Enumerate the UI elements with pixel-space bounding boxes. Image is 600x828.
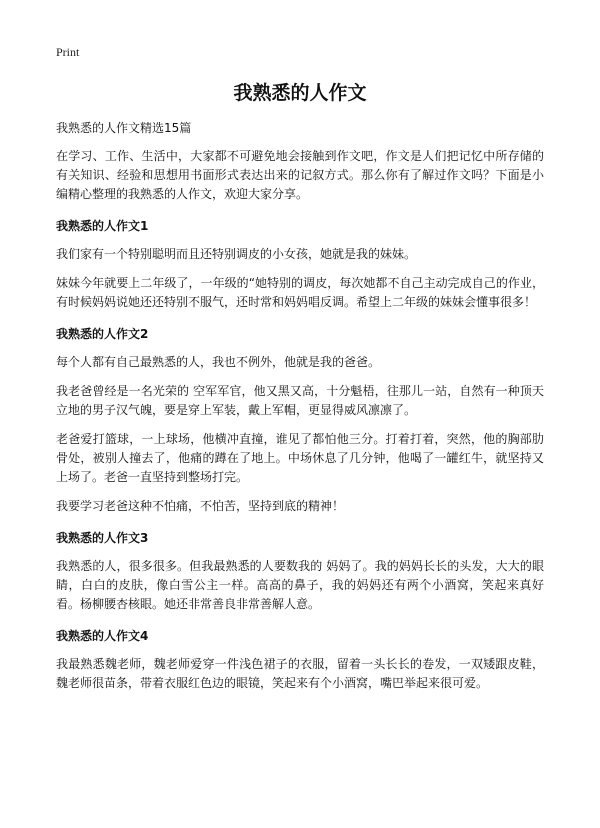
subtitle: 我熟悉的人作文精选15篇 [56,121,192,135]
paragraph: 我老爸曾经是一名光荣的 空军军官，他又黑又高，十分魁梧，往那儿一站，自然有一种顶天立地的男子汉气魄，要是穿上军装，戴上军帽，更显得威风凛凛了。 [56,384,544,417]
section-heading: 我熟悉的人作文4 [56,629,149,643]
paragraph: 我最熟悉魏老师，魏老师爱穿一件浅色裙子的衣服，留着一头长长的卷发，一双矮跟皮鞋，魏老师很苗条，带着衣服红色边的眼镜，笑起来有个小酒窝，嘴巴举起来很可爱。 [56,657,544,690]
essay-section-2 [56,325,544,516]
paragraph: 妹妹今年就要上二年级了，一年级的“她特别的调皮，每次她都不自己主动完成自己的作业，有时候妈妈说她还还特别不服气，还时常和妈妈唱反调。希望上二年级的妹妹会懂事很多！ [56,276,544,309]
paragraph: 我要学习老爸这种不怕痛，不怕苦，坚持到底的精神！ [56,499,345,513]
section-heading: 我熟悉的人作文1 [56,219,149,233]
essay-section-3 [56,529,544,614]
essay-section-4 [56,627,544,693]
page-title: 我熟悉的人作文 [233,82,367,104]
intro-paragraph: 在学习、工作、生活中，大家都不可避免地会接触到作文吧，作文是人们把记忆中所存储的有关知识、经验和思想用书面形式表达出来的记叙方式。那么你有了解过作文吗？下面是小编精心整理的我熟悉的人作文，欢迎大家分享。 [56,149,544,201]
section-heading: 我熟悉的人作文2 [56,327,149,341]
paragraph: 我们家有一个特别聪明而且还特别调皮的小女孩，她就是我的妹妹。 [56,247,417,261]
paragraph: 每个人都有自己最熟悉的人，我也不例外，他就是我的爸爸。 [56,355,381,369]
essay-section-1 [56,217,544,312]
section-heading: 我熟悉的人作文3 [56,531,149,545]
paragraph: 我熟悉的人，很多很多。但我最熟悉的人要数我的 妈妈了。我的妈妈长长的头发，大大的眼睛，白白的皮肤，像白雪公主一样。高高的鼻子，我的妈妈还有两个小酒窝，笑起来真好看。杨柳腰杏核眼。她还非常善良非常善解人意。 [56,559,544,611]
print-link[interactable]: Print [56,45,80,59]
paragraph: 老爸爱打篮球，一上球场，他横冲直撞，谁见了都怕他三分。打着打着，突然，他的胸部肋骨处，被别人撞去了，他痛的蹲在了地上。中场休息了几分钟，他喝了一罐红牛，就坚持又上场了。老爸一直坚持到整场打完。 [56,432,544,484]
